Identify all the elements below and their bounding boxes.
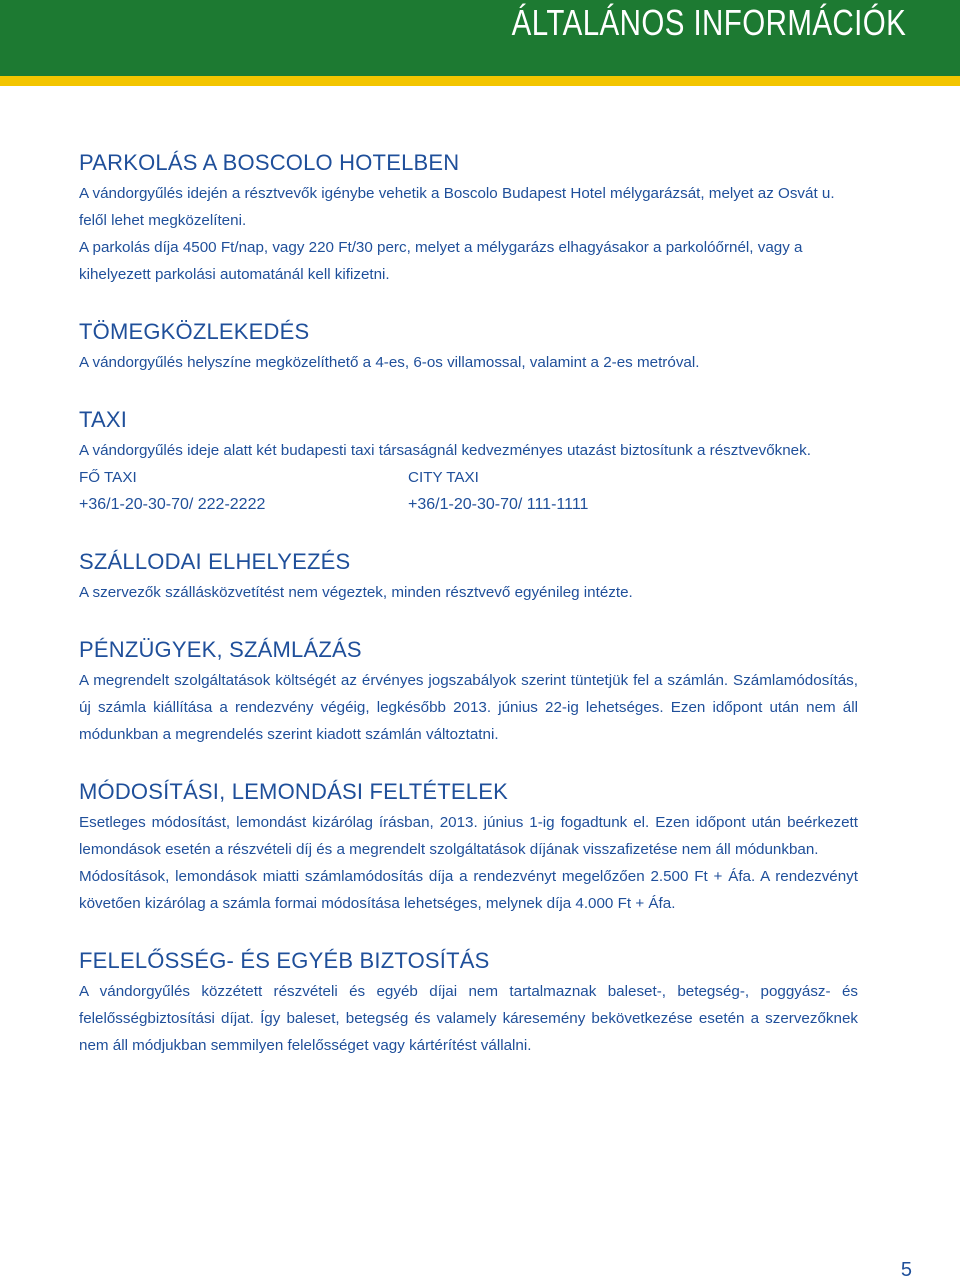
parking-paragraph-1: A vándorgyűlés idején a résztvevők igénybe vehetik a Boscolo Budapest Hotel mélygarázsát, melyet az Osvát u. felől lehet megközelíteni. [79, 185, 835, 229]
taxi-paragraph: A vándorgyűlés ideje alatt két budapesti taxi társaságnál kedvezményes utazást biztosítunk a résztvevőknek. [79, 442, 811, 459]
section-title-accommodation: SZÁLLODAI ELHELYEZÉS [79, 549, 351, 574]
page-number: 5 [900, 1259, 912, 1281]
parking-paragraph-2: A parkolás díja 4500 Ft/nap, vagy 220 Ft/30 perc, melyet a mélygarázs elhagyásakor a parkolóőrnél, vagy a kihelyezett parkolási automatánál kell kifizetni. [79, 239, 803, 283]
modification-paragraph-2: Módosítások, lemondások miatti számlamódosítás díja a rendezvényt megelőzően 2.500 Ft + Áfa. A rendezvényt követően kizárólag a számla formai módosítása lehetséges, melynek díja 4.000 Ft + Áfa. [79, 868, 858, 912]
document-content [79, 149, 858, 1089]
section-public-transport [79, 318, 858, 376]
taxi-company-name: FŐ TAXI [79, 469, 137, 486]
section-taxi [79, 406, 858, 518]
page-header-title: ÁLTALÁNOS INFORMÁCIÓK [511, 2, 906, 43]
section-title-public-transport: TÖMEGKÖZLEKEDÉS [79, 319, 310, 344]
section-title-parking: PARKOLÁS A BOSCOLO HOTELBEN [79, 150, 460, 175]
insurance-paragraph: A vándorgyűlés közzétett részvételi és egyéb díjai nem tartalmaznak baleset-, betegség-, poggyász- és felelősségbiztosítási díjat. Így baleset, betegség és valamely káresemény bekövetkezése esetén a szervezőknek nem áll módjukban semmilyen felelősséget vagy kártérítést vállalni. [79, 983, 858, 1054]
section-parking [79, 149, 858, 288]
section-title-taxi: TAXI [79, 407, 128, 432]
transport-paragraph: A vándorgyűlés helyszíne megközelíthető a 4-es, 6-os villamossal, valamint a 2-es metróval. [79, 354, 700, 371]
section-accommodation [79, 548, 858, 606]
modification-paragraph-1: Esetleges módosítást, lemondást kizárólag írásban, 2013. június 1-ig fogadtunk el. Ezen időpont után beérkezett lemondások esetén a részvételi díj és a megrendelt szolgáltatások díjának visszafizetése nem áll módunkban. [79, 814, 858, 858]
accommodation-paragraph: A szervezők szállásközvetítést nem végeztek, minden résztvevő egyénileg intézte. [79, 584, 633, 601]
header-band [0, 0, 960, 76]
taxi-companies-table [79, 464, 858, 518]
finance-paragraph: A megrendelt szolgáltatások költségét az érvényes jogszabályok szerint tüntetjük fel a számlán. Számlamódosítás, új számla kiállítása a rendezvény végéig, legkésőbb 2013. június 22-ig lehetséges. Ezen időpont után nem áll módunkban a megrendelés szerint kiadott számlán változtatni. [79, 672, 858, 743]
section-title-finance: PÉNZÜGYEK, SZÁMLÁZÁS [79, 637, 362, 662]
section-title-modification: MÓDOSÍTÁSI, LEMONDÁSI FELTÉTELEK [79, 779, 508, 804]
section-finance [79, 636, 858, 748]
section-insurance [79, 947, 858, 1059]
section-modification [79, 778, 858, 917]
taxi-company-phone: +36/1-20-30-70/ 222-2222 [79, 496, 266, 513]
taxi-company-phone: +36/1-20-30-70/ 111-1111 [408, 496, 589, 513]
taxi-company-name: CITY TAXI [408, 469, 479, 486]
header-accent-stripe [0, 76, 960, 86]
section-title-insurance: FELELŐSSÉG- ÉS EGYÉB BIZTOSÍTÁS [79, 948, 490, 973]
